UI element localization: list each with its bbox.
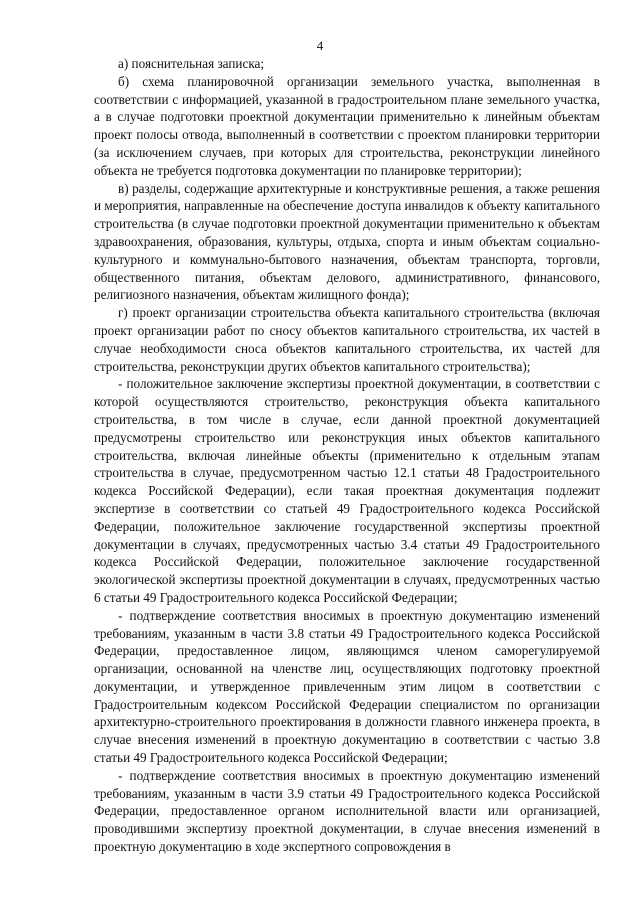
paragraph-d: г) проект организации строительства объекта капитального строительства (включая проект организации работ по сносу объектов капитального строительства, их частей в случае необходимости сноса объектов капитального строительства, их частей для строительства, реконструкции других объектов капитального строительства); xyxy=(94,305,600,374)
paragraph-expertise-conclusion: - положительное заключение экспертизы проектной документации, в соответствии с которой осуществляются строительство, реконструкция объекта капитального строительства, в том числе в случае, если данной проектной документацией предусмотрены строительство или реконструкция иных объектов капитального строительства, включая линейные объекты (применительно к отдельным этапам строительства в случае, предусмотренном частью 12.1 статьи 48 Градостроительного кодекса Российской Федерации), если такая проектная документация подлежит экспертизе в соответствии со статьей 49 Градостроительного кодекса Российской Федерации, положительное заключение государственной экспертизы проектной документации в случаях, предусмотренных частью 3.4 статьи 49 Градостроительного кодекса Российской Федерации, положительное заключение государственной экологической экспертизы проектной документации в случаях, предусмотренных частью 6 статьи 49 Градостроительного кодекса Российской Федерации; xyxy=(94,376,600,605)
document-body xyxy=(94,55,600,856)
paragraph-c: в) разделы, содержащие архитектурные и конструктивные решения, а также решения и мероприятия, направленные на обеспечение доступа инвалидов к объекту капитального строительства (в случае подготовки проектной документации применительно к объектам здравоохранения, образования, культуры, отдыха, спорта и иным объектам социально-культурного и коммунально-бытового назначения, объектам транспорта, торговли, общественного питания, объектам делового, административного, финансового, религиозного назначения, объектам жилищного фонда); xyxy=(94,180,600,303)
paragraph-confirmation-3-9: - подтверждение соответствия вносимых в проектную документацию изменений требованиям, указанным в части 3.9 статьи 49 Градостроительного кодекса Российской Федерации, предоставленное органом исполнительной власти или организацией, проводившими экспертизу проектной документации, в случае внесения изменений в проектную документацию в ходе экспертного сопровождения в xyxy=(94,767,600,855)
paragraph-a: а) пояснительная записка; xyxy=(118,56,265,71)
page-number: 4 xyxy=(316,38,324,53)
paragraph-confirmation-3-8: - подтверждение соответствия вносимых в проектную документацию изменений требованиям, указанным в части 3.8 статьи 49 Градостроительного кодекса Российской Федерации, предоставленное лицом, являющимся членом саморегулируемой организации, основанной на членстве лиц, осуществляющих подготовку проектной документации, и утвержденное привлеченным этим лицом в соответствии с Градостроительным кодексом Российской Федерации специалистом по организации архитектурно-строительного проектирования в должности главного инженера проекта, в случае внесения изменений в проектную документацию в соответствии с частью 3.8 статьи 49 Градостроительного кодекса Российской Федерации; xyxy=(94,607,600,766)
paragraph-b: б) схема планировочной организации земельного участка, выполненная в соответствии с информацией, указанной в градостроительном плане земельного участка, а в случае подготовки проектной документации применительно к линейным объектам проект полосы отвода, выполненный в соответствии с проектом планировки территории (за исключением случаев, при которых для строительства, реконструкции линейного объекта не требуется подготовка документации по планировке территории); xyxy=(94,73,600,178)
